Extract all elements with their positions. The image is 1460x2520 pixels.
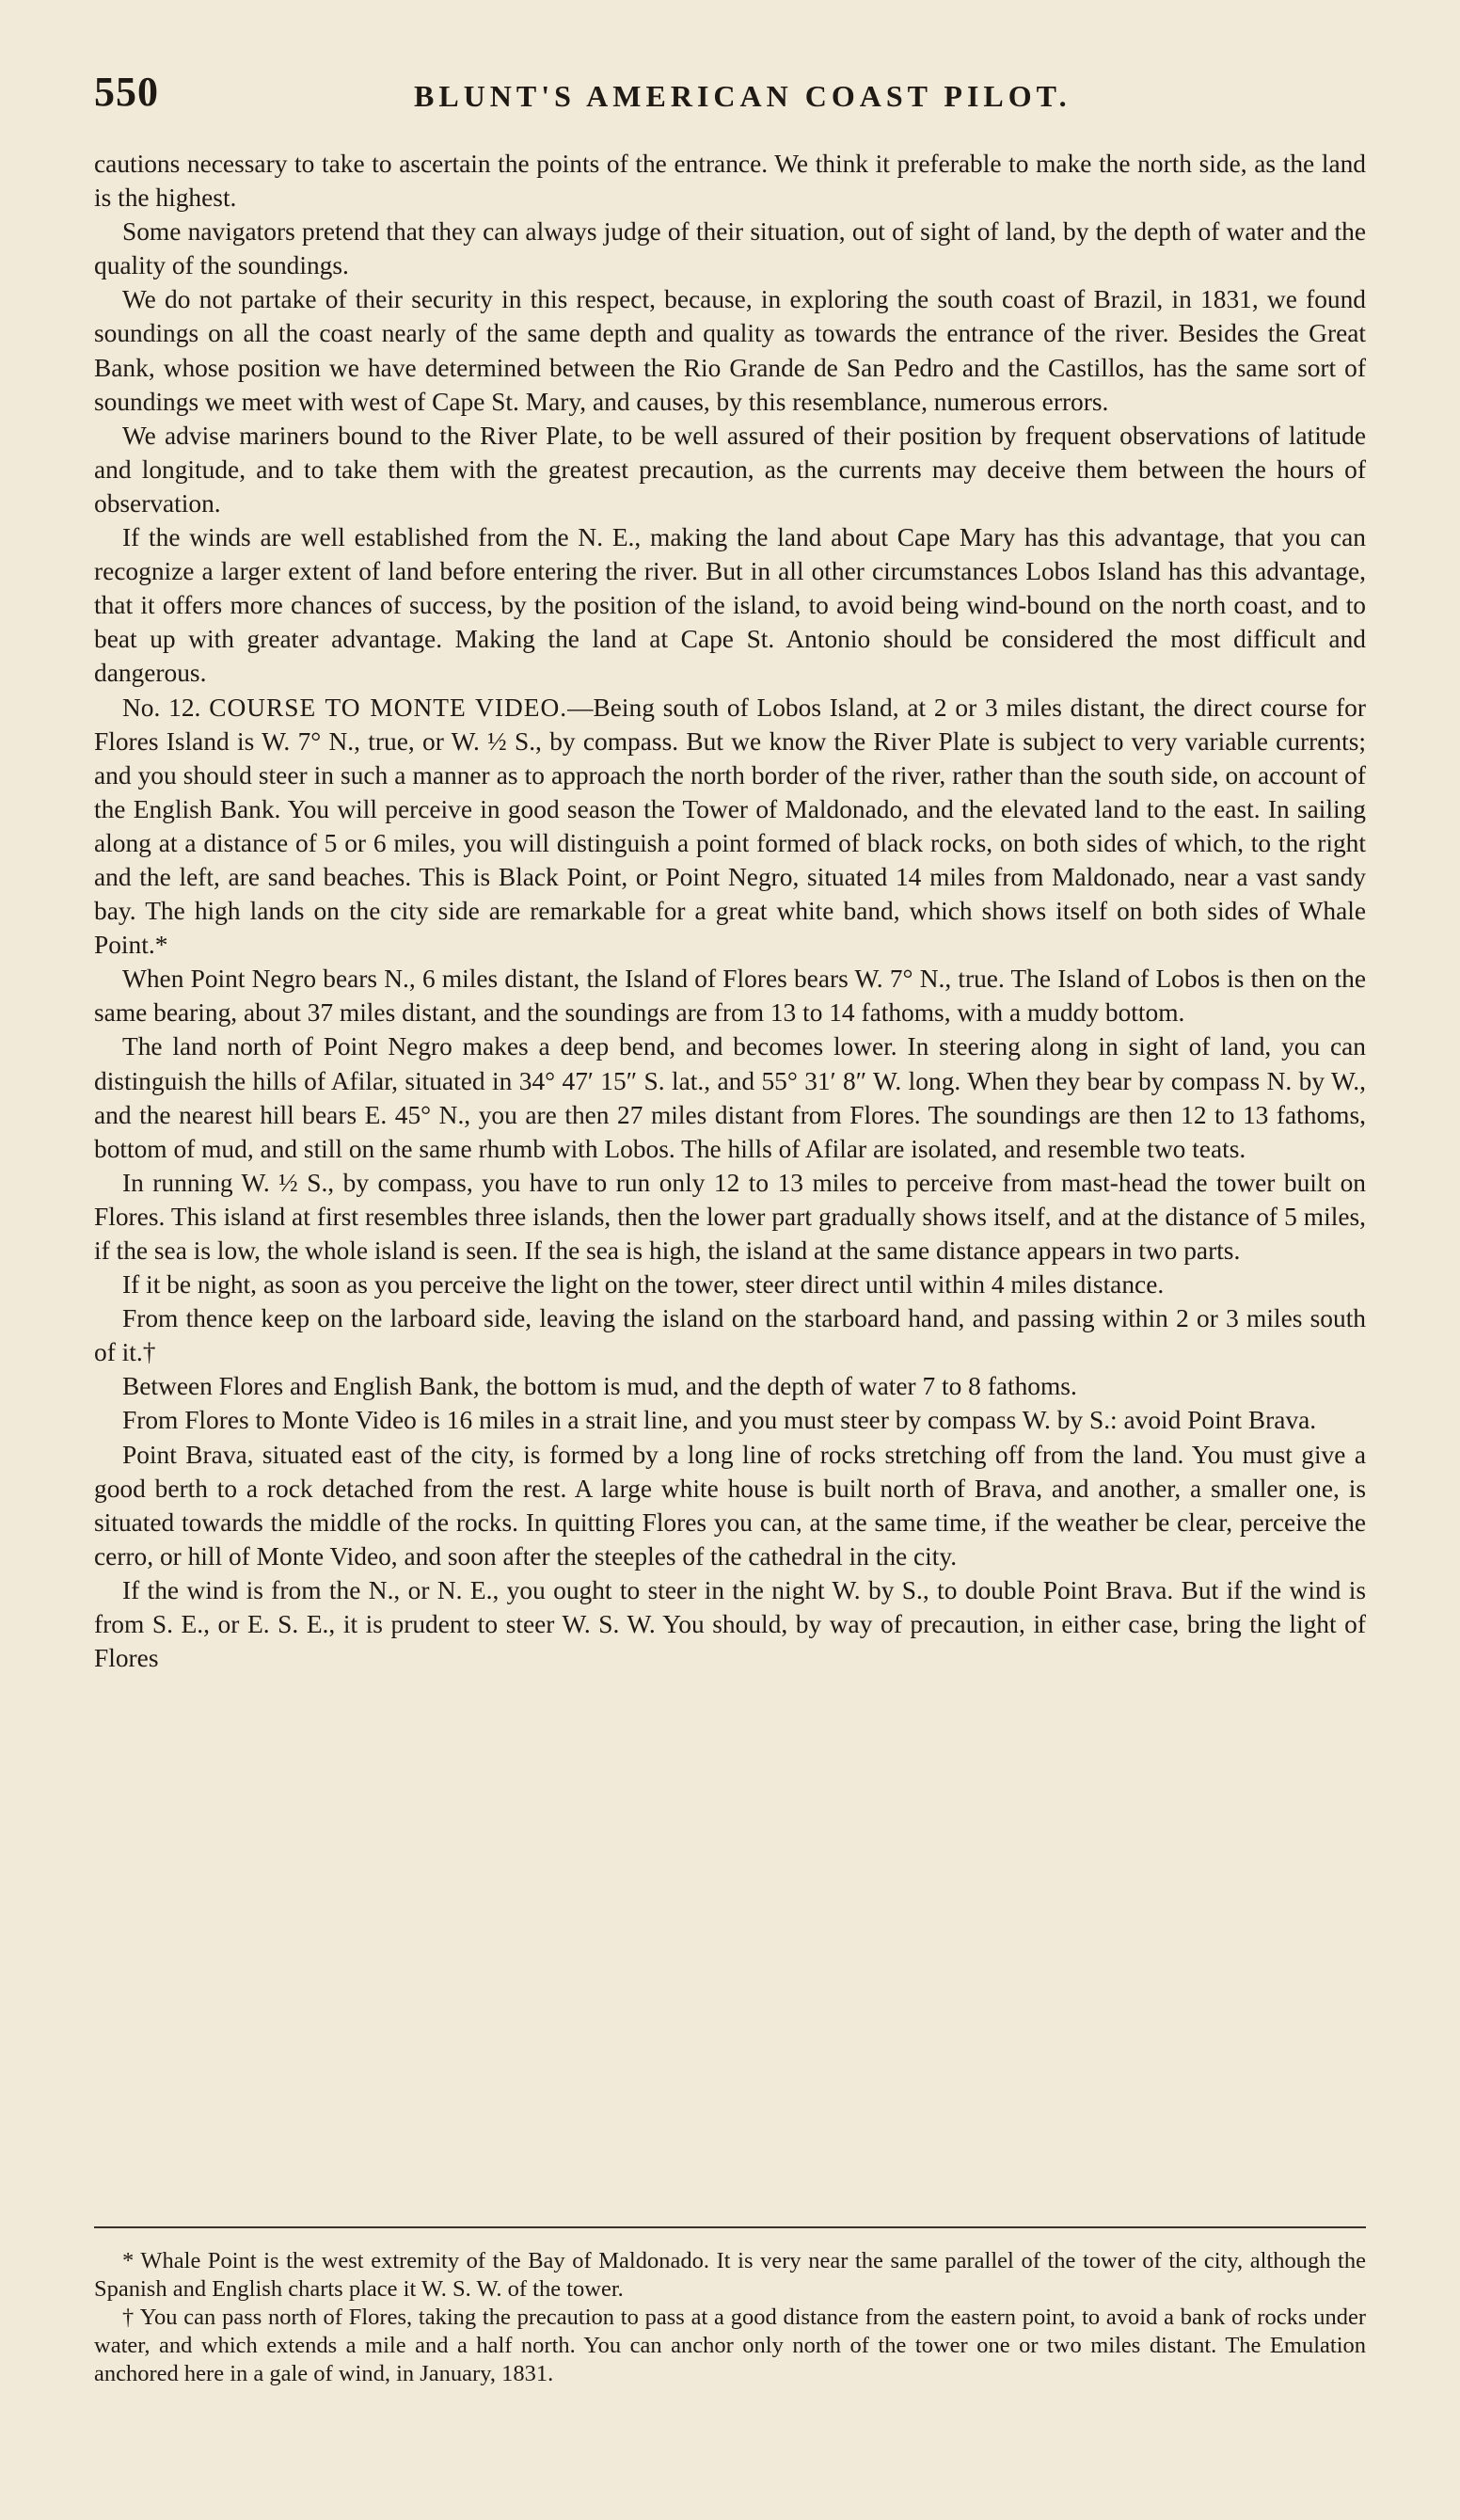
section-heading: COURSE TO MONTE VIDEO. (209, 693, 568, 722)
paragraph-3: We do not partake of their security in this respect, because, in exploring the south coast of Brazil, in 1831, we found soundings on all the coast nearly of the same depth and quality as towards the entrance of the river. Besides the Great Bank, whose position we have determined between the Rio Grande de San Pedro and the Castillos, has the same sort of soundings we meet with west of Cape St. Mary, and causes, by this resemblance, numerous errors. (94, 285, 1366, 416)
footnote-whale-point: * Whale Point is the west extremity of the Bay of Maldonado. It is very near the same parallel of the tower of the city, although the Spanish and English charts place it W. S. W. of the tower. (94, 2248, 1366, 2302)
footnote-divider (94, 2226, 1366, 2228)
footnote-flores: † You can pass north of Flores, taking the precaution to pass at a good distance from the eastern point, to avoid a bank of rocks under water, and which extends a mile and a half north. You can anchor only north of the tower one or two miles distant. The Emulation anchored here in a gale of wind, in January, 1831. (94, 2305, 1366, 2386)
paragraph-11: From thence keep on the larboard side, leaving the island on the starboard hand, and passing within 2 or 3 miles south of it.† (94, 1304, 1366, 1367)
paragraph-5: If the winds are well established from the N. E., making the land about Cape Mary has this advantage, that you can recognize a larger extent of land before entering the river. But in all other circumstances Lobos Island has this advantage, that it offers more chances of success, by the position of the island, to avoid being wind-bound on the north coast, and to beat up with greater advantage. Making the land at Cape St. Antonio should be considered the most difficult and dangerous. (94, 523, 1366, 688)
section-body: —Being south of Lobos Island, at 2 or 3 miles distant, the direct course for Flores Island is W. 7° N., true, or W. ½ S., by compass. But we know the River Plate is subject to very variable currents; and you should steer in such a manner as to approach the north border of the river, rather than the south side, on account of the English Bank. You will perceive in good season the Tower of Maldonado, and the elevated land to the east. In sailing along at a distance of 5 or 6 miles, you will distinguish a point formed of black rocks, on both sides of which, to the right and the left, are sand beaches. This is Black Point, or Point Negro, situated 14 miles from Maldonado, near a vast sandy bay. The high lands on the city side are remarkable for a great white band, which shows itself on both sides of Whale Point.* (94, 693, 1367, 960)
page-header (94, 68, 1373, 134)
paragraph-12: Between Flores and English Bank, the bottom is mud, and the depth of water 7 to 8 fathoms. (122, 1372, 1077, 1401)
page-number: 550 (94, 69, 159, 115)
footnotes (94, 2247, 1366, 2388)
paragraph-7: When Point Negro bears N., 6 miles distant, the Island of Flores bears W. 7° N., true. The Island of Lobos is then on the same bearing, about 37 miles distant, and the soundings are from 13 to 14 fathoms, with a muddy bottom. (94, 965, 1366, 1028)
paragraph-9: In running W. ½ S., by compass, you have to run only 12 to 13 miles to perceive from mast-head the tower built on Flores. This island at first resembles three islands, then the lower part gradually shows itself, and at the distance of 5 miles, if the sea is low, the whole island is seen. If the sea is high, the island at the same distance appears in two parts. (94, 1168, 1366, 1265)
paragraph-13: From Flores to Monte Video is 16 miles in a strait line, and you must steer by compass W. by S.: avoid Point Brava. (122, 1406, 1317, 1435)
section-number: No. 12. (122, 693, 201, 722)
paragraph-2: Some navigators pretend that they can always judge of their situation, out of sight of land, by the depth of water and the quality of the soundings. (94, 217, 1366, 280)
running-title: BLUNT'S AMERICAN COAST PILOT. (414, 79, 1071, 113)
paragraph-6 (94, 691, 1366, 963)
paragraph-1: cautions necessary to take to ascertain the points of the entrance. We think it preferable to make the north side, as the land is the highest. (94, 150, 1366, 213)
paragraph-10: If it be night, as soon as you perceive the light on the tower, steer direct until within 4 miles distance. (122, 1270, 1165, 1300)
paragraph-14: Point Brava, situated east of the city, is formed by a long line of rocks stretching off from the land. You must give a good berth to a rock detached from the rest. A large white house is built north of Brava, and another, a smaller one, is situated towards the middle of the rocks. In quitting Flores you can, at the same time, if the weather be clear, perceive the cerro, or hill of Monte Video, and soon after the steeples of the cathedral in the city. (94, 1440, 1366, 1571)
paragraph-4: We advise mariners bound to the River Plate, to be well assured of their position by frequent observations of latitude and longitude, and to take them with the greatest precaution, as the currents may deceive them between the hours of observation. (94, 421, 1366, 518)
body-text (94, 147, 1366, 1675)
paragraph-8: The land north of Point Negro makes a deep bend, and becomes lower. In steering along in sight of land, you can distinguish the hills of Afilar, situated in 34° 47′ 15″ S. lat., and 55° 31′ 8″ W. long. When they bear by compass N. by W., and the nearest hill bears E. 45° N., you are then 27 miles distant from Flores. The soundings are then 12 to 13 fathoms, bottom of mud, and still on the same rhumb with Lobos. The hills of Afilar are isolated, and resemble two teats. (94, 1032, 1366, 1163)
paragraph-15: If the wind is from the N., or N. E., you ought to steer in the night W. by S., to double Point Brava. But if the wind is from S. E., or E. S. E., it is prudent to steer W. S. W. You should, by way of precaution, in either case, bring the light of Flores (94, 1575, 1366, 1673)
